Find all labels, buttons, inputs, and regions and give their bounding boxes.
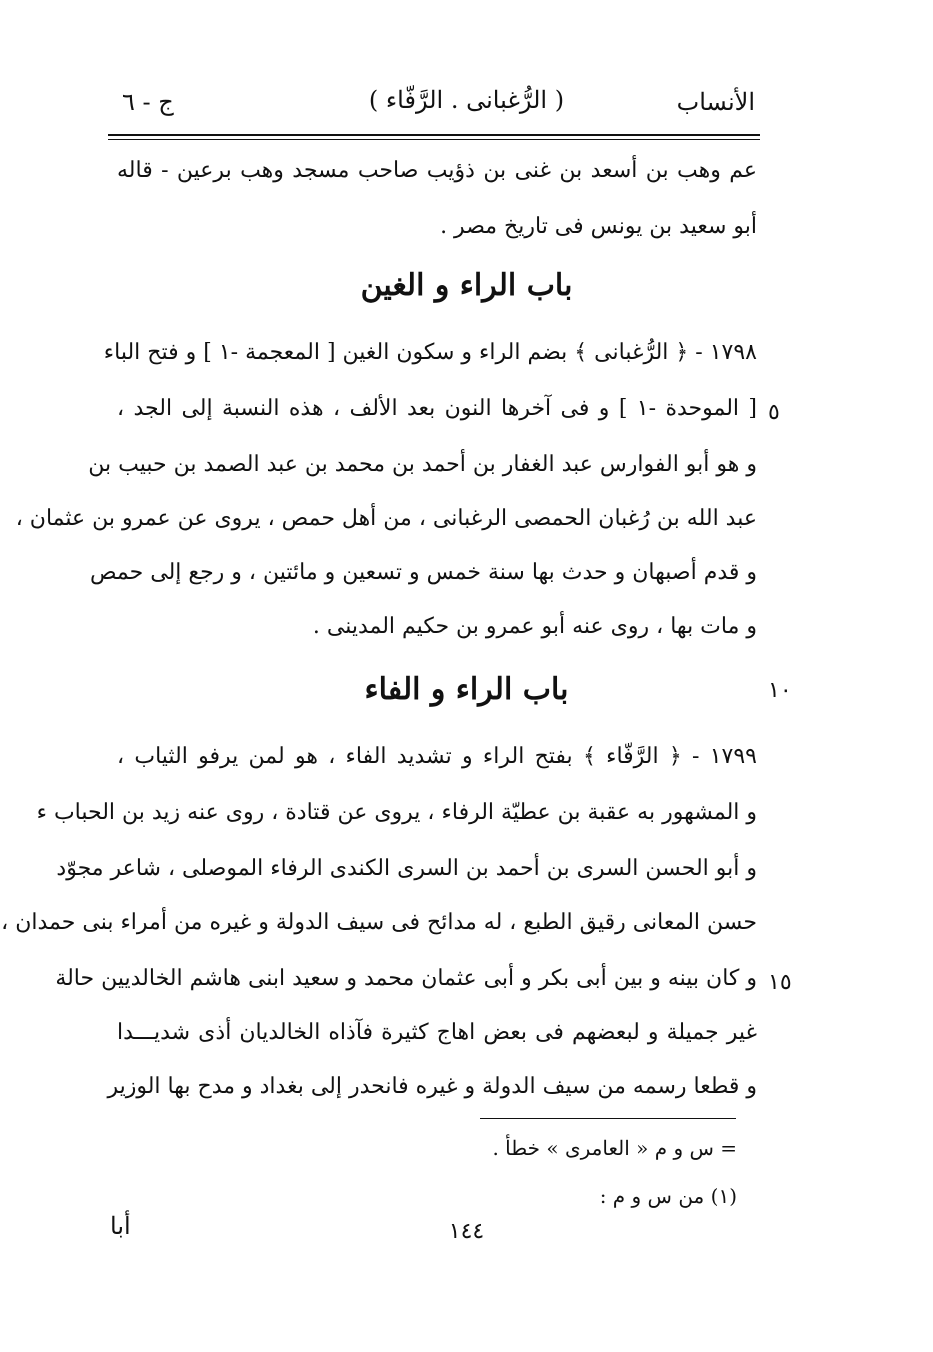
header-rule [108, 134, 760, 136]
text-line: و قدم أصبهان و حدث بها سنة خمس و تسعين و مائتين ، و رجع إلى حمص [89, 560, 757, 585]
footnote: = س و م « العامرى » خطأ . [492, 1136, 737, 1160]
page-number: ١٤٤ [448, 1219, 485, 1244]
text-line: و المشهور به عقبة بن عطيّة الرفاء ، يروى عن قتادة ، روى عنه زيد بن الحباب ء [36, 800, 757, 825]
margin-line-number: ١٠ [768, 678, 792, 703]
text-line: عم وهب بن أسعد بن غنى بن ذؤيب صاحب مسجد وهب برعين - قاله [117, 158, 757, 183]
text-line: [ الموحدة -١ ] و فى آخرها النون بعد الألف ، هذه النسبة إلى الجد ، [117, 396, 757, 421]
header-rule-thin [108, 139, 760, 140]
text-line: عبد الله بن رُغبان الحمصى الرغبانى ، من أهل حمص ، يروى عن عمرو بن عثمان ، [15, 506, 757, 531]
section-heading: باب الراء و الغين [360, 268, 573, 303]
text-line: ١٧٩٩ - ﴿ الرَّفّاء ﴾ بفتح الراء و تشديد الفاء ، هو لمن يرفو الثياب ، [117, 744, 757, 769]
text-line: و كان بينه و بين أبى بكر و أبى عثمان محمد و سعيد ابنى هاشم الخالديين حالة [55, 966, 757, 991]
margin-line-number: ٥ [768, 400, 780, 425]
catchword: أبا [110, 1212, 131, 1240]
text-line: و قطعا رسمه من سيف الدولة و غيره فانحدر إلى بغداد و مدح بها الوزير [107, 1074, 757, 1099]
text-line: غير جميلة و لبعضهم فى بعض اهاج كثيرة فآذاه الخالديان أذى شديـــدا [117, 1020, 757, 1045]
text-line: حسن المعانى رقيق الطبع ، له مدائح فى سيف الدولة و غيره من أمراء بنى حمدان ، [1, 910, 757, 935]
text-line: و هو أبو الفوارس عبد الغفار بن أحمد بن محمد بن عبد الصمد بن حبيب بن [88, 452, 757, 477]
text-line: ١٧٩٨ - ﴿ الرُّغبانى ﴾ بضم الراء و سكون الغين [ المعجمة -١ ] و فتح الباء [103, 340, 757, 365]
running-title: ( الرُّغبانى . الرَّفّاء ) [368, 86, 565, 114]
section-heading: باب الراء و الفاء [364, 672, 569, 707]
volume-number: ج - ٦ [122, 88, 174, 116]
footnote-rule [480, 1118, 736, 1119]
book-title: الأنساب [676, 88, 755, 116]
text-line: أبو سعيد بن يونس فى تاريخ مصر . [440, 214, 757, 239]
text-line: و أبو الحسن السرى بن أحمد بن السرى الكندى الرفاء الموصلى ، شاعر مجوّد [56, 856, 757, 881]
margin-line-number: ١٥ [768, 970, 792, 995]
text-line: و مات بها ، روى عنه أبو عمرو بن حكيم المدينى . [312, 614, 757, 639]
footnote: (١) من س و م : [599, 1184, 737, 1208]
